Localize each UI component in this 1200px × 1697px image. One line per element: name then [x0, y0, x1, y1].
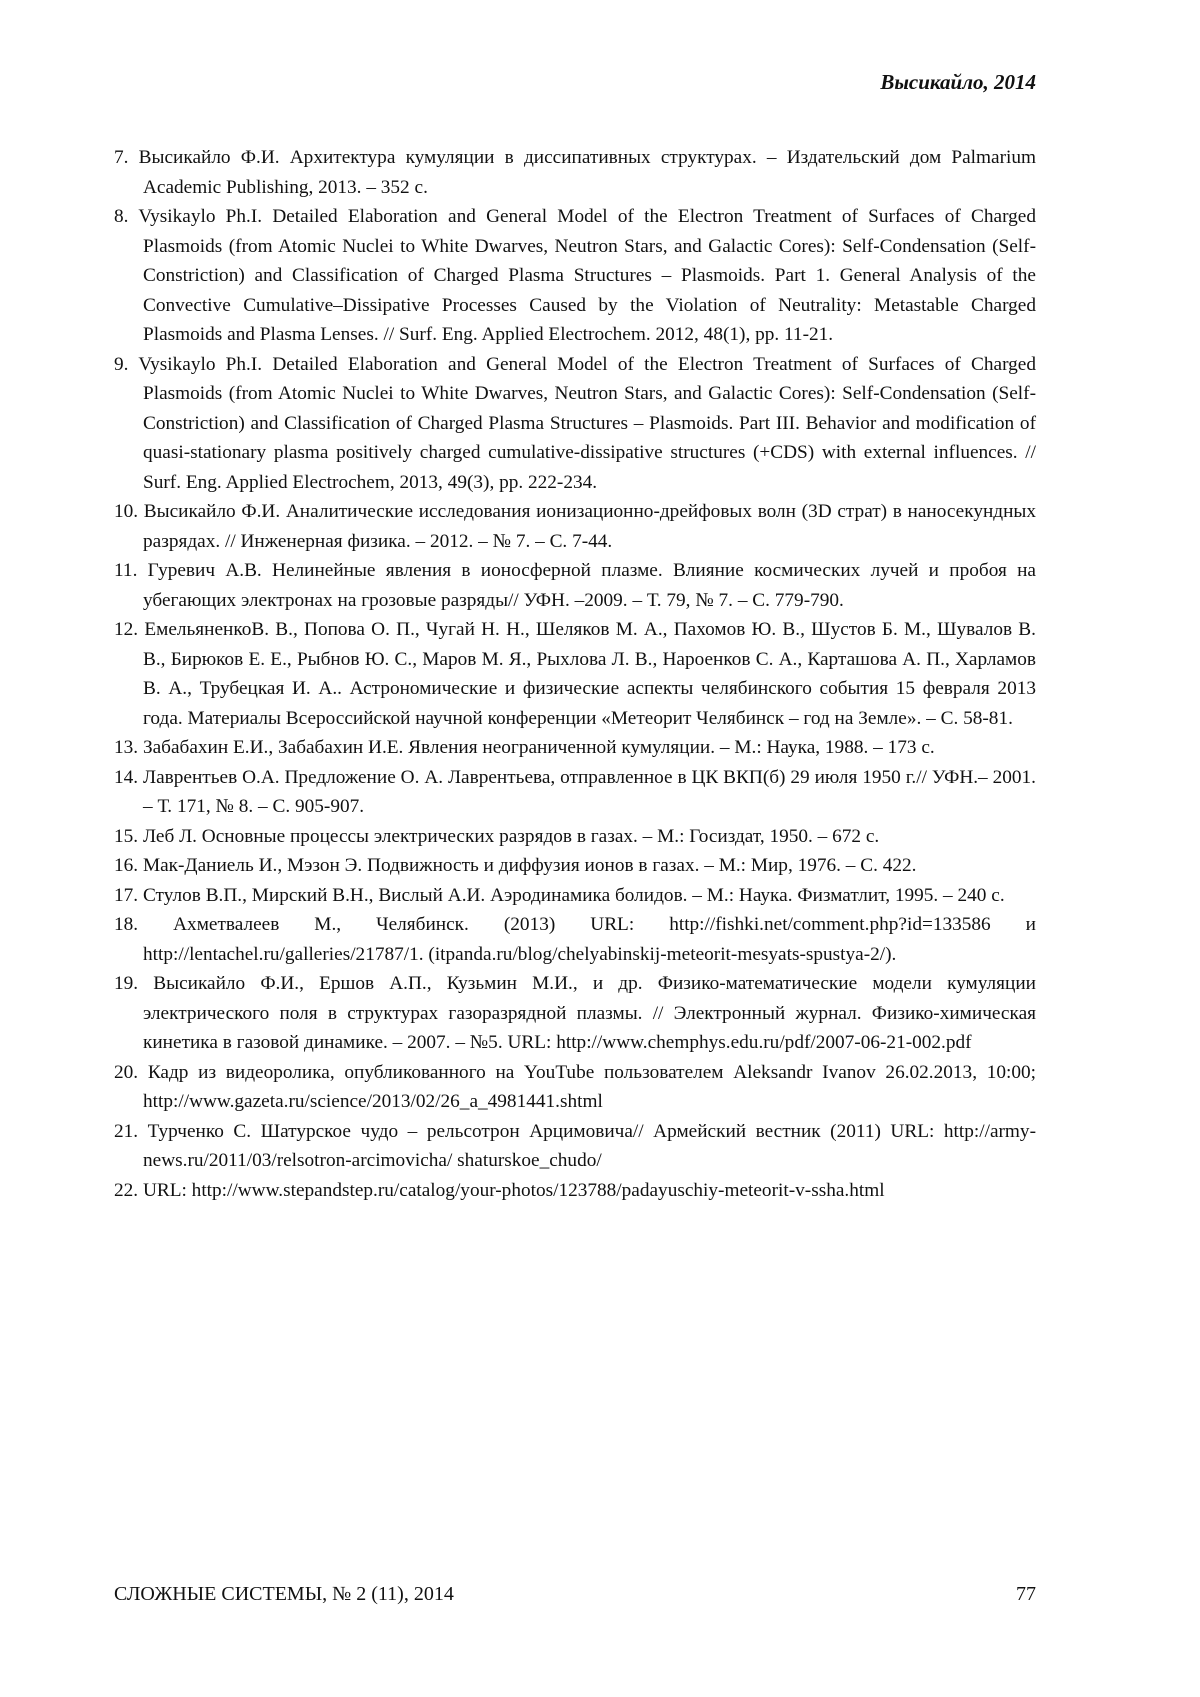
- reference-number: 20.: [114, 1062, 138, 1083]
- reference-text: Высикайло Ф.И. Аналитические исследования ионизационно-дрейфовых волн (3D страт) в наносекундных разрядах. // Инженерная физика. – 2012. – № 7. – С. 7-44.: [143, 501, 1036, 552]
- reference-item: [114, 615, 1036, 733]
- reference-number: 13.: [114, 737, 138, 758]
- running-head: Высикайло, 2014: [880, 70, 1036, 95]
- reference-text: Кадр из видеоролика, опубликованного на YouTube пользователем Aleksandr Ivanov 26.02.2013, 10:00; http://www.gazeta.ru/science/2013/02/26_a_4981441.shtml: [143, 1062, 1036, 1113]
- reference-number: 22.: [114, 1180, 138, 1201]
- journal-title: СЛОЖНЫЕ СИСТЕМЫ, № 2 (11), 2014: [114, 1583, 454, 1606]
- reference-item: [114, 556, 1036, 615]
- reference-number: 7.: [114, 147, 128, 168]
- reference-item: [114, 763, 1036, 822]
- reference-number: 9.: [114, 354, 128, 375]
- reference-number: 10.: [114, 501, 138, 522]
- reference-item: [114, 350, 1036, 498]
- reference-item: [114, 1117, 1036, 1176]
- reference-item: [114, 1058, 1036, 1117]
- reference-number: 8.: [114, 206, 128, 227]
- reference-text: Турченко С. Шатурское чудо – рельсотрон Арцимовича// Армейский вестник (2011) URL: http://army-news.ru/2011/03/relsotron-arcimovicha/ shaturskoe_chudo/: [143, 1121, 1036, 1172]
- reference-item: [114, 497, 1036, 556]
- reference-text: Мак-Даниель И., Мэзон Э. Подвижность и диффузия ионов в газах. – М.: Мир, 1976. – С. 422.: [143, 855, 917, 876]
- reference-item: [114, 143, 1036, 202]
- reference-number: 17.: [114, 885, 138, 906]
- reference-text: Лаврентьев О.А. Предложение О. А. Лаврентьева, отправленное в ЦК ВКП(б) 29 июля 1950 г.// УФН.– 2001. – Т. 171, № 8. – С. 905-907.: [143, 767, 1036, 818]
- reference-item: [114, 1176, 1036, 1206]
- reference-text: ЕмельяненкоВ. В., Попова О. П., Чугай Н. Н., Шеляков М. А., Пахомов Ю. В., Шустов Б. М., Шувалов В. В., Бирюков Е. Е., Рыбнов Ю. С., Маров М. Я., Рыхлова Л. В., Нароенков С. А., Карташова А. П., Харламов В. А., Трубецкая И. А.. Астрономические и физические аспекты челябинского события 15 февраля 2013 года. Материалы Всероссийской научной конференции «Метеорит Челябинск – год на Земле». – С. 58-81.: [143, 619, 1036, 729]
- reference-number: 12.: [114, 619, 138, 640]
- reference-item: [114, 851, 1036, 881]
- reference-item: [114, 822, 1036, 852]
- reference-number: 16.: [114, 855, 138, 876]
- reference-text: Высикайло Ф.И., Ершов А.П., Кузьмин М.И., и др. Физико-математические модели кумуляции электрического поля в структурах газоразрядной плазмы. // Электронный журнал. Физико-химическая кинетика в газовой динамике. – 2007. – №5. URL: http://www.chemphys.edu.ru/pdf/2007-06-21-002.pdf: [143, 973, 1036, 1053]
- reference-text: Стулов В.П., Мирский В.Н., Вислый А.И. Аэродинамика болидов. – М.: Наука. Физматлит, 1995. – 240 с.: [143, 885, 1005, 906]
- reference-text: URL: http://www.stepandstep.ru/catalog/your-photos/123788/padayuschiy-meteorit-v-ssha.html: [143, 1180, 885, 1201]
- reference-number: 15.: [114, 826, 138, 847]
- page-footer: [114, 1583, 1036, 1606]
- reference-text: Высикайло Ф.И. Архитектура кумуляции в диссипативных структурах. – Издательский дом Palmarium Academic Publishing, 2013. – 352 с.: [139, 147, 1036, 198]
- reference-text: Vysikaylo Ph.I. Detailed Elaboration and General Model of the Electron Treatment of Surfaces of Charged Plasmoids (from Atomic Nuclei to White Dwarves, Neutron Stars, and Galactic Cores): Self-Condensation (Self-Constriction) and Classification of Charged Plasma Structures – Plasmoids. Part III. Behavior and modification of quasi-stationary plasma positively charged cumulative-dissipative structures (+CDS) with external influences. // Surf. Eng. Applied Electrochem, 2013, 49(3), pp. 222-234.: [138, 354, 1036, 493]
- reference-list: [114, 143, 1036, 1205]
- reference-text: Ахметвалеев М., Челябинск. (2013) URL: http://fishki.net/comment.php?id=133586 и http://lentachel.ru/galleries/21787/1. (itpanda.ru/blog/chelyabinskij-meteorit-mesyats-spustya-2/).: [143, 914, 1036, 965]
- reference-item: [114, 969, 1036, 1058]
- reference-number: 21.: [114, 1121, 138, 1142]
- reference-number: 11.: [114, 560, 137, 581]
- reference-item: [114, 881, 1036, 911]
- page-number: 77: [1016, 1583, 1036, 1606]
- reference-text: Vysikaylo Ph.I. Detailed Elaboration and General Model of the Electron Treatment of Surfaces of Charged Plasmoids (from Atomic Nuclei to White Dwarves, Neutron Stars, and Galactic Cores): Self-Condensation (Self-Constriction) and Classification of Charged Plasma Structures – Plasmoids. Part 1. General Analysis of the Convective Cumulative–Dissipative Processes Caused by the Violation of Neutrality: Metastable Charged Plasmoids and Plasma Lenses. // Surf. Eng. Applied Electrochem. 2012, 48(1), pp. 11-21.: [138, 206, 1036, 345]
- reference-number: 14.: [114, 767, 138, 788]
- reference-item: [114, 910, 1036, 969]
- reference-text: Леб Л. Основные процессы электрических разрядов в газах. – М.: Госиздат, 1950. – 672 с.: [143, 826, 879, 847]
- reference-text: Забабахин Е.И., Забабахин И.Е. Явления неограниченной кумуляции. – М.: Наука, 1988. – 173 с.: [143, 737, 935, 758]
- reference-item: [114, 733, 1036, 763]
- reference-number: 18.: [114, 914, 138, 935]
- reference-number: 19.: [114, 973, 138, 994]
- reference-text: Гуревич А.В. Нелинейные явления в ионосферной плазме. Влияние космических лучей и пробоя на убегающих электронах на грозовые разряды// УФН. –2009. – Т. 79, № 7. – С. 779-790.: [143, 560, 1036, 611]
- reference-item: [114, 202, 1036, 350]
